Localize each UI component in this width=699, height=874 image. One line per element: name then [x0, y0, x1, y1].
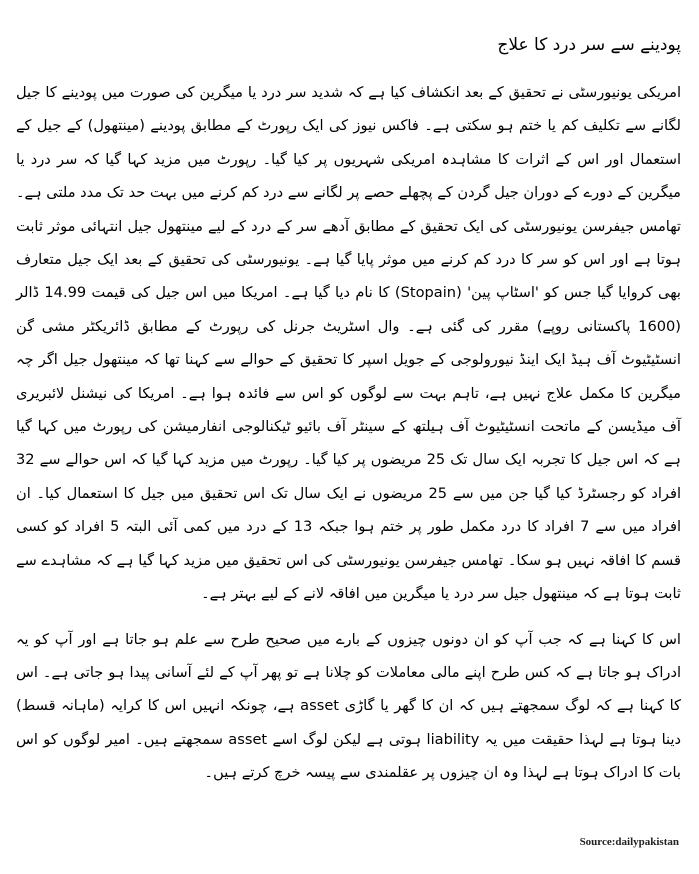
- article-paragraph-1: امریکی یونیورسٹی نے تحقیق کے بعد انکشاف کیا ہے کہ شدید سر درد یا میگرین کی صورت میں پودینے کا جیل لگانے سے تکلیف کم یا ختم ہو سکتی ہے۔ فاکس نیوز کی ایک رپورٹ کے مطابق پودینے (مینتھول) کے جیل کے استعمال اور اس کے اثرات کا مشاہدہ امریکی شہریوں پر کیا گیا۔ رپورٹ میں مزید کہا گیا کہ سر درد یا میگرین کے دورے کے دوران جیل گردن کے پچھلے حصے پر لگانے سے درد کم کرنے میں بہت حد تک مدد ملتی ہے۔ تھامس جیفرسن یونیورسٹی کی ایک تحقیق کے مطابق آدھے سر کے درد کے لیے مینتھول جیل انتہائی موثر ثابت ہوتا ہے اور اس کو سر کا درد کم کرنے میں موثر پایا گیا ہے۔ یونیورسٹی کی تحقیق کے بعد ایک جیل متعارف بھی کروایا گیا جس کو 'اسٹاپ پین' (Stopain) کا نام دیا گیا ہے۔ امریکا میں اس جیل کی قیمت 14.99 ڈالر (1600 پاکستانی روپے) مقرر کی گئی ہے۔ وال اسٹریٹ جرنل کی رپورٹ کے مطابق ڈائریکٹر مشی گن انسٹیٹیوٹ آف ہیڈ ایک اینڈ نیورولوجی کے جویل اسپر کا تحقیق کے حوالے سے کہنا تھا کہ مینتھول جیل اگر چہ میگرین کا مکمل علاج نہیں ہے، تاہم بہت سے لوگوں کو اس سے فائدہ ہوا ہے۔ امریکا کی نیشنل لائبریری آف میڈیسن کے ماتحت انسٹیٹیوٹ آف ہیلتھ کے سینٹر آف بائیو ٹیکنالوجی انفارمیشن کی رپورٹ میں کہا گیا ہے کہ اس جیل کا تجربہ ایک سال تک 25 مریضوں پر کیا گیا۔ رپورٹ میں مزید کہا گیا کہ اس حوالے سے 32 افراد کو رجسٹرڈ کیا گیا جن میں سے 25 مریضوں نے ایک سال تک اس تحقیق میں جیل کا استعمال کیا۔ ان افراد میں سے 7 افراد کا درد مکمل طور پر ختم ہوا جبکہ 13 کے درد میں کمی آئی البتہ 5 افراد کو کسی قسم کا افاقہ نہیں ہو سکا۔ تھامس جیفرسن یونیورسٹی کی اس تحقیق میں مزید کہا گیا ہے کہ مشاہدے سے ثابت ہوتا ہے کہ مینتھول جیل سر درد یا میگرین میں افاقہ لانے کے لیے بہتر ہے۔: [16, 84, 681, 603]
- article-title: پودینے سے سر درد کا علاج: [497, 35, 681, 55]
- source-credit: Source:dailypakistan: [579, 836, 679, 848]
- article-paragraph-2: اس کا کہنا ہے کہ جب آپ کو ان دونوں چیزوں کے بارے میں صحیح طرح سے علم ہو جاتا ہے اور آپ کو یہ ادراک ہو جاتا ہے کہ کس طرح اپنے مالی معاملات کو چلانا ہے تو پھر آپ کے لئے آسانی پیدا ہو جاتی ہے۔ اس کا کہنا ہے کہ لوگ سمجھتے ہیں کہ ان کا گھر یا گاڑی asset ہے، چونکہ انہیں اس کا کرایہ (ماہانہ قسط) دینا ہوتا ہے لہذا حقیقت میں یہ liability ہوتی ہے لیکن لوگ اسے asset سمجھتے ہیں۔ امیر لوگوں کو اس بات کا ادراک ہوتا ہے لہذا وہ ان چیزوں پر عقلمندی سے پیسہ خرچ کرتے ہیں۔: [16, 630, 682, 782]
